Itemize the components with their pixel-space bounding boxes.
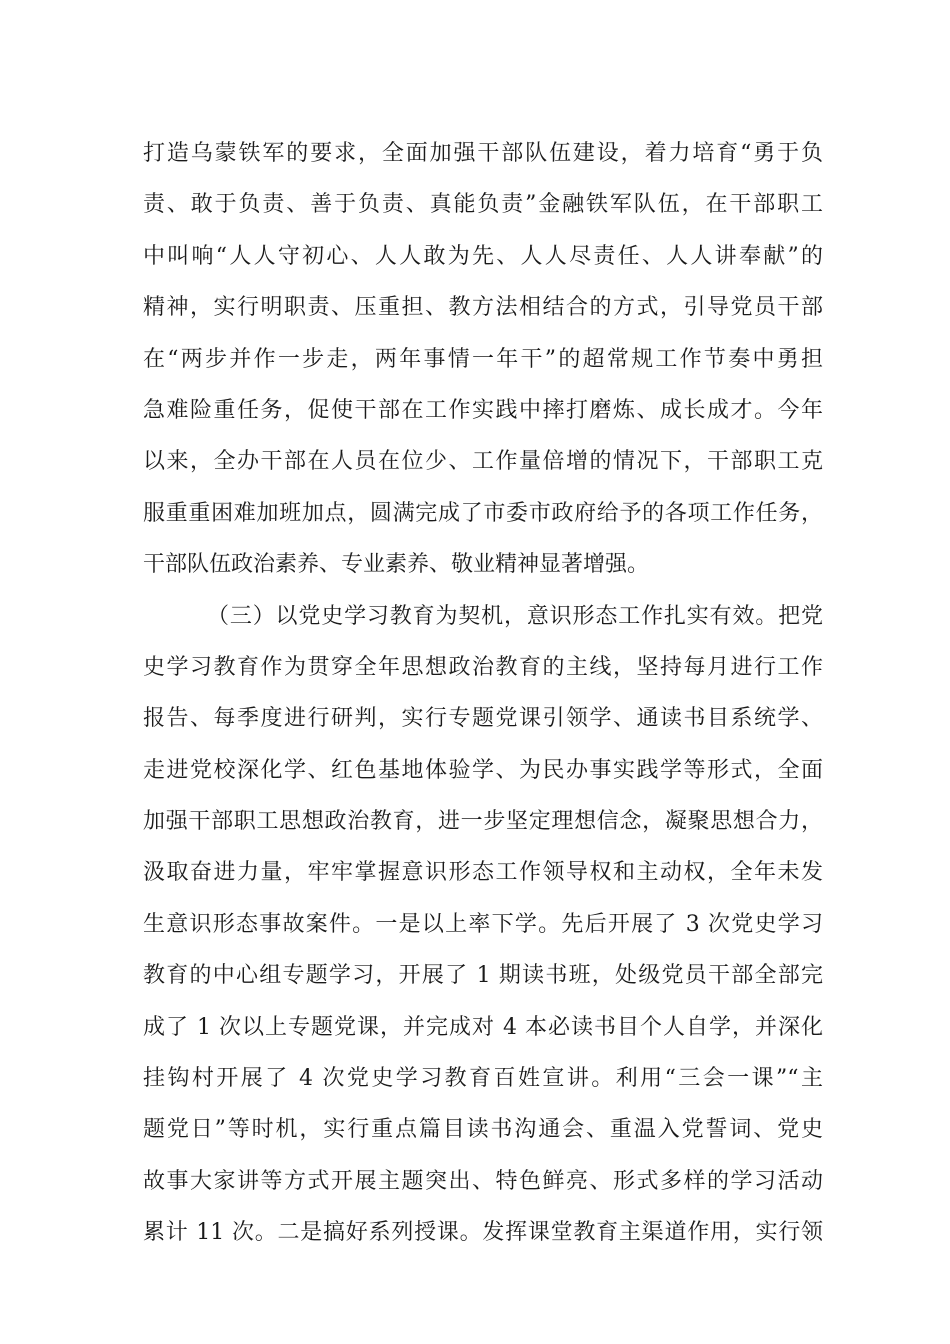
text-line: 在“两步并作一步走，两年事情一年干”的超常规工作节奏中勇担: [143, 346, 823, 372]
text-line: 精神，实行明职责、压重担、教方法相结合的方式，引导党员干部: [143, 295, 823, 321]
text-line: 走进党校深化学、红色基地体验学、为民办事实践学等形式，全面: [143, 757, 823, 783]
text-line: 责、敢于负责、善于负责、真能负责”金融铁军队伍，在干部职工: [143, 192, 823, 218]
text-line: 题党日”等时机，实行重点篇目读书沟通会、重温入党誓词、党史: [143, 1117, 823, 1143]
body-text: [143, 128, 823, 1259]
text-line: 加强干部职工思想政治教育，进一步坚定理想信念，凝聚思想合力，: [143, 809, 823, 835]
text-line: 史学习教育作为贯穿全年思想政治教育的主线，坚持每月进行工作: [143, 654, 823, 680]
text-line: 中叫响“人人守初心、人人敢为先、人人尽责任、人人讲奉献”的: [143, 243, 823, 269]
paragraph-end-line: 干部队伍政治素养、专业素养、敬业精神显著增强。: [143, 552, 650, 578]
text-line: 服重重困难加班加点，圆满完成了市委市政府给予的各项工作任务，: [143, 500, 823, 526]
text-line: 报告、每季度进行研判，实行专题党课引领学、通读书目系统学、: [143, 706, 823, 732]
text-line: 以来，全办干部在人员在位少、工作量倍增的情况下，干部职工克: [143, 449, 823, 475]
text-line: 成了 1 次以上专题党课，并完成对 4 本必读书目个人自学，并深化: [143, 1014, 823, 1040]
text-line: 教育的中心组专题学习，开展了 1 期读书班，处级党员干部全部完: [143, 963, 823, 989]
section-heading-line: （三）以党史学习教育为契机，意识形态工作扎实有效。把党: [207, 603, 823, 629]
text-line: 累计 11 次。二是搞好系列授课。发挥课堂教育主渠道作用，实行领: [143, 1220, 823, 1246]
text-line: 故事大家讲等方式开展主题突出、特色鲜亮、形式多样的学习活动: [143, 1168, 823, 1194]
text-line: 汲取奋进力量，牢牢掌握意识形态工作领导权和主动权，全年未发: [143, 860, 823, 886]
text-line: 生意识形态事故案件。一是以上率下学。先后开展了 3 次党史学习: [143, 911, 823, 937]
text-line: 急难险重任务，促使干部在工作实践中摔打磨炼、成长成才。今年: [143, 397, 823, 423]
text-line: 打造乌蒙铁军的要求，全面加强干部队伍建设，着力培育“勇于负: [143, 141, 823, 166]
text-line: 挂钩村开展了 4 次党史学习教育百姓宣讲。利用“三会一课”“主: [143, 1066, 823, 1092]
